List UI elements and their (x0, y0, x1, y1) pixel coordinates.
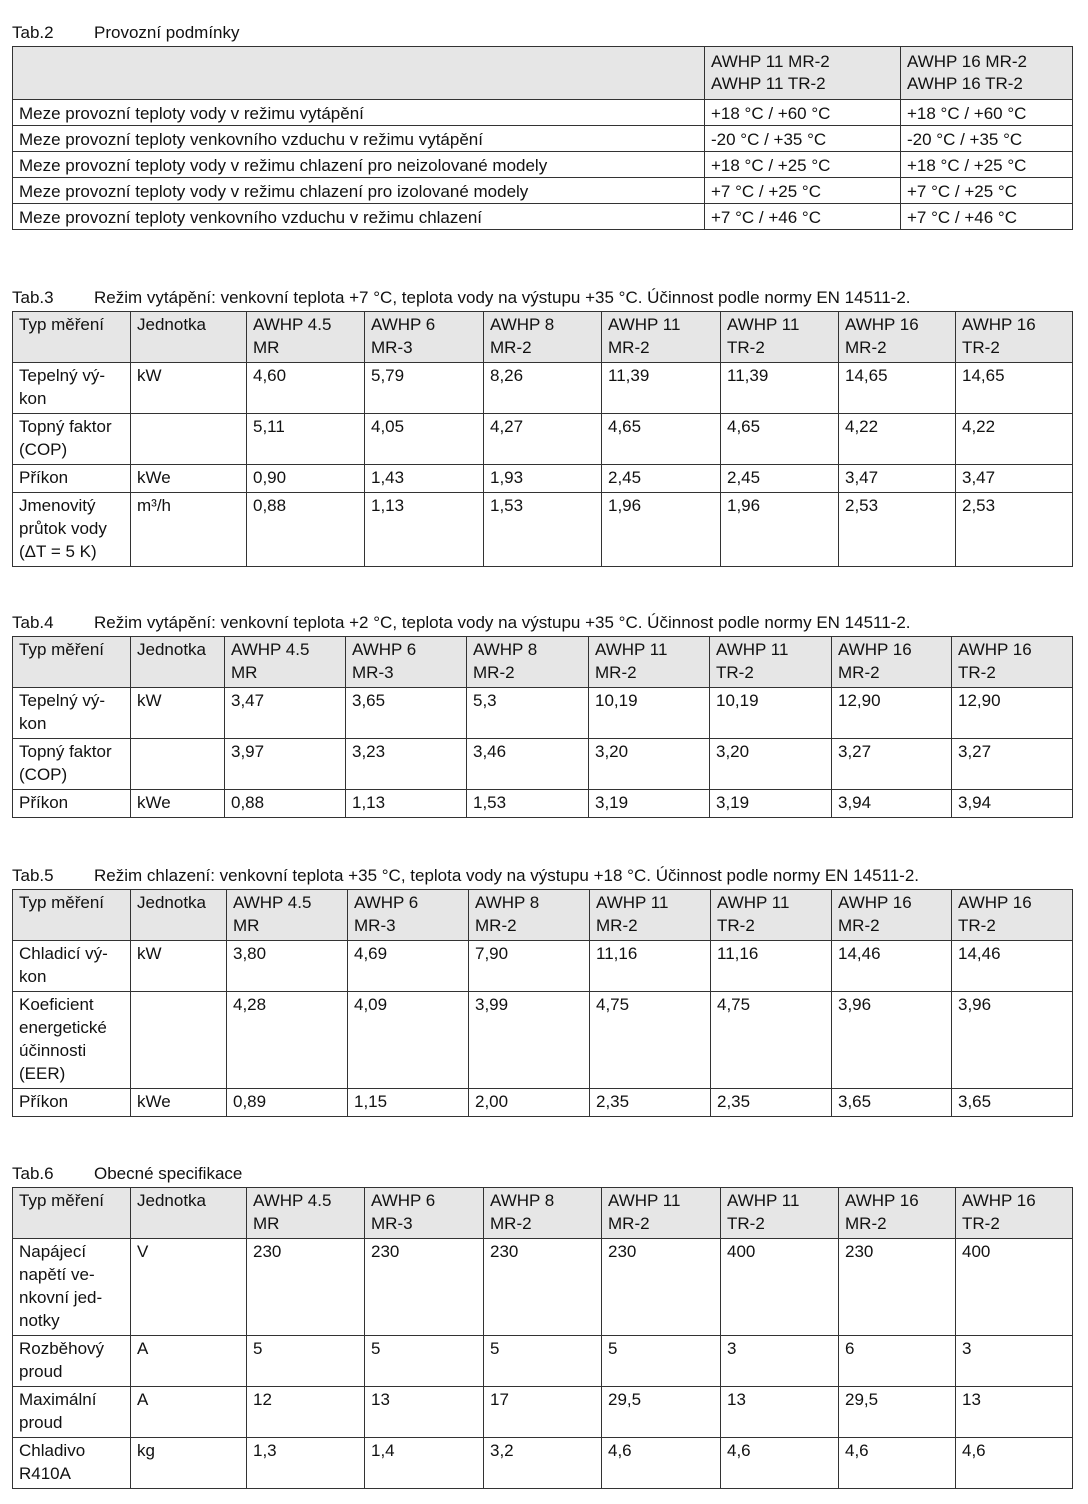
table-cell: 4,65 (602, 414, 721, 465)
column-header: AWHP 16 MR-2 (832, 637, 952, 688)
table-cell: 5 (602, 1336, 721, 1387)
table-cell: +18 °C / +60 °C (901, 100, 1073, 126)
table-cell: 3,47 (956, 465, 1073, 493)
table-cell: 14,65 (956, 363, 1073, 414)
table-row (13, 739, 1073, 790)
row-label-cell: Meze provozní teploty vody v režimu chlazení pro neizolované modely (13, 152, 705, 178)
column-header: AWHP 11 MR-2 (602, 1188, 721, 1239)
table-cell: 4,22 (956, 414, 1073, 465)
column-header: AWHP 16 TR-2 (956, 1188, 1073, 1239)
table-cell: 7,90 (469, 941, 590, 992)
table-cell: 0,89 (227, 1089, 348, 1117)
table-cell: 12 (247, 1387, 365, 1438)
table-cell: -20 °C / +35 °C (705, 126, 901, 152)
table-cell: 1,4 (365, 1438, 484, 1489)
table-cell: kWe (131, 465, 247, 493)
column-header: AWHP 8 MR-2 (484, 312, 602, 363)
data-table (12, 636, 1073, 818)
table-cell: 3,27 (952, 739, 1073, 790)
table-cell (131, 414, 247, 465)
data-table (12, 46, 1073, 230)
table-cell: A (131, 1387, 247, 1438)
table-row (13, 1438, 1073, 1489)
table-cell: 3,19 (710, 790, 832, 818)
table-cell: 3,96 (952, 992, 1073, 1089)
table-cell: -20 °C / +35 °C (901, 126, 1073, 152)
table-cell: 4,27 (484, 414, 602, 465)
column-header: Typ měření (13, 890, 131, 941)
row-label-cell: Rozběhový proud (13, 1336, 131, 1387)
column-header: Jednotka (131, 1188, 247, 1239)
table-cell: 4,65 (721, 414, 839, 465)
table-cell: 3,94 (832, 790, 952, 818)
table-cell: 2,45 (602, 465, 721, 493)
table-cell: 3 (956, 1336, 1073, 1387)
table-cell: 2,53 (956, 493, 1073, 567)
table-section-tab4 (12, 612, 1072, 818)
table-cell: 4,6 (721, 1438, 839, 1489)
table-cell: kW (131, 363, 247, 414)
table-caption (12, 865, 1072, 889)
table-cell: 5,79 (365, 363, 484, 414)
column-header: AWHP 16 MR-2 (832, 890, 952, 941)
table-cell: 400 (956, 1239, 1073, 1336)
table-row (13, 414, 1073, 465)
table-cell: +18 °C / +25 °C (901, 152, 1073, 178)
table-cell: 4,22 (839, 414, 956, 465)
column-header: AWHP 4.5 MR (225, 637, 346, 688)
table-cell: 230 (365, 1239, 484, 1336)
row-label-cell: Maximální proud (13, 1387, 131, 1438)
row-label-cell: Chladivo R410A (13, 1438, 131, 1489)
table-cell: 3,20 (589, 739, 710, 790)
table-header-row (13, 1188, 1073, 1239)
column-header: AWHP 16 TR-2 (952, 890, 1073, 941)
table-row (13, 465, 1073, 493)
table-cell: 3,47 (225, 688, 346, 739)
column-header: Typ měření (13, 312, 131, 363)
column-header: AWHP 11 TR-2 (711, 890, 832, 941)
table-cell: 4,6 (956, 1438, 1073, 1489)
table-header-row (13, 890, 1073, 941)
table-cell: 3,20 (710, 739, 832, 790)
table-cell: 3,99 (469, 992, 590, 1089)
table-cell: 230 (839, 1239, 956, 1336)
table-cell: +7 °C / +46 °C (901, 204, 1073, 230)
table-row (13, 1387, 1073, 1438)
table-cell: 3,2 (484, 1438, 602, 1489)
table-cell: 12,90 (952, 688, 1073, 739)
table-cell: 4,60 (247, 363, 365, 414)
row-label-cell: Chladicí vý- kon (13, 941, 131, 992)
column-header: Typ měření (13, 1188, 131, 1239)
table-cell: 400 (721, 1239, 839, 1336)
table-cell: 1,13 (346, 790, 467, 818)
column-header: AWHP 16 MR-2 (839, 1188, 956, 1239)
table-cell: 1,13 (365, 493, 484, 567)
table-cell: 5 (247, 1336, 365, 1387)
table-cell: 0,90 (247, 465, 365, 493)
column-header: Jednotka (131, 890, 227, 941)
row-label-cell: Meze provozní teploty vody v režimu chlazení pro izolované modely (13, 178, 705, 204)
table-cell: 1,53 (467, 790, 589, 818)
table-header-row (13, 47, 1073, 100)
column-header: AWHP 11 TR-2 (710, 637, 832, 688)
table-number: Tab.6 (12, 1164, 54, 1183)
column-header (13, 47, 705, 100)
table-cell: 2,00 (469, 1089, 590, 1117)
table-caption (12, 287, 1072, 311)
table-cell (131, 992, 227, 1089)
table-cell: kWe (131, 1089, 227, 1117)
row-label-cell: Příkon (13, 790, 131, 818)
column-header: Typ měření (13, 637, 131, 688)
table-title: Provozní podmínky (94, 23, 240, 42)
table-cell: 2,53 (839, 493, 956, 567)
data-table (12, 1187, 1073, 1489)
column-header: AWHP 16 MR-2 (839, 312, 956, 363)
table-cell: 13 (956, 1387, 1073, 1438)
column-header: AWHP 16 TR-2 (956, 312, 1073, 363)
table-cell: 1,96 (602, 493, 721, 567)
table-caption (12, 1163, 1072, 1187)
table-cell: 10,19 (710, 688, 832, 739)
table-cell: +7 °C / +25 °C (705, 178, 901, 204)
table-cell: 3,97 (225, 739, 346, 790)
table-cell: 230 (602, 1239, 721, 1336)
table-cell: 5,3 (467, 688, 589, 739)
row-label-cell: Jmenovitý průtok vody (ΔT = 5 K) (13, 493, 131, 567)
table-cell: kW (131, 688, 225, 739)
table-cell: 3,96 (832, 992, 952, 1089)
column-header: AWHP 11 MR-2 (589, 637, 710, 688)
table-cell: 2,45 (721, 465, 839, 493)
table-section-tab2 (12, 22, 1072, 230)
table-cell: m³/h (131, 493, 247, 567)
table-cell: 14,46 (832, 941, 952, 992)
row-label-cell: Tepelný vý- kon (13, 688, 131, 739)
row-label-cell: Tepelný vý- kon (13, 363, 131, 414)
table-number: Tab.4 (12, 613, 54, 632)
table-section-tab6 (12, 1163, 1072, 1489)
column-header: AWHP 11 MR-2 (590, 890, 711, 941)
table-row (13, 178, 1073, 204)
table-cell: 3 (721, 1336, 839, 1387)
column-header: AWHP 6 MR-3 (348, 890, 469, 941)
table-row (13, 204, 1073, 230)
column-header: AWHP 11 MR-2 AWHP 11 TR-2 (705, 47, 901, 100)
column-header: AWHP 11 TR-2 (721, 1188, 839, 1239)
row-label-cell: Meze provozní teploty venkovního vzduchu v režimu chlazení (13, 204, 705, 230)
table-cell: 4,6 (839, 1438, 956, 1489)
table-cell: 5 (484, 1336, 602, 1387)
table-cell: 4,28 (227, 992, 348, 1089)
table-row (13, 1239, 1073, 1336)
table-cell: 1,15 (348, 1089, 469, 1117)
table-row (13, 126, 1073, 152)
table-cell: kWe (131, 790, 225, 818)
column-header: AWHP 6 MR-3 (346, 637, 467, 688)
table-caption (12, 612, 1072, 636)
table-cell: 6 (839, 1336, 956, 1387)
table-cell: 2,35 (711, 1089, 832, 1117)
row-label-cell: Příkon (13, 465, 131, 493)
table-cell: 3,65 (832, 1089, 952, 1117)
table-row (13, 1089, 1073, 1117)
table-cell: +18 °C / +25 °C (705, 152, 901, 178)
table-cell: 11,39 (602, 363, 721, 414)
table-cell: 1,93 (484, 465, 602, 493)
table-title: Obecné specifikace (94, 1164, 243, 1183)
column-header: AWHP 11 MR-2 (602, 312, 721, 363)
column-header: AWHP 8 MR-2 (469, 890, 590, 941)
column-header: AWHP 8 MR-2 (484, 1188, 602, 1239)
table-cell: 4,09 (348, 992, 469, 1089)
table-row (13, 941, 1073, 992)
row-label-cell: Meze provozní teploty venkovního vzduchu v režimu vytápění (13, 126, 705, 152)
table-cell: 3,46 (467, 739, 589, 790)
table-row (13, 152, 1073, 178)
table-cell: 3,27 (832, 739, 952, 790)
column-header: AWHP 11 TR-2 (721, 312, 839, 363)
table-cell: 3,65 (952, 1089, 1073, 1117)
column-header: AWHP 16 TR-2 (952, 637, 1073, 688)
table-cell: +18 °C / +60 °C (705, 100, 901, 126)
table-cell: 5 (365, 1336, 484, 1387)
column-header: AWHP 6 MR-3 (365, 312, 484, 363)
table-row (13, 688, 1073, 739)
table-cell: 10,19 (589, 688, 710, 739)
column-header: AWHP 8 MR-2 (467, 637, 589, 688)
row-label-cell: Napájecí napětí ve- nkovní jed- notky (13, 1239, 131, 1336)
row-label-cell: Koeficient energetické účinnosti (EER) (13, 992, 131, 1089)
table-cell: 3,65 (346, 688, 467, 739)
column-header: AWHP 16 MR-2 AWHP 16 TR-2 (901, 47, 1073, 100)
table-number: Tab.2 (12, 23, 54, 42)
table-cell: 8,26 (484, 363, 602, 414)
table-row (13, 493, 1073, 567)
table-number: Tab.3 (12, 288, 54, 307)
table-cell: 230 (247, 1239, 365, 1336)
table-cell: 3,23 (346, 739, 467, 790)
data-table (12, 889, 1073, 1117)
table-cell: 11,16 (590, 941, 711, 992)
column-header: AWHP 4.5 MR (227, 890, 348, 941)
table-cell: V (131, 1239, 247, 1336)
table-row (13, 363, 1073, 414)
row-label-cell: Příkon (13, 1089, 131, 1117)
table-cell: kg (131, 1438, 247, 1489)
table-title: Režim vytápění: venkovní teplota +7 °C, teplota vody na výstupu +35 °C. Účinnost podle normy EN 14511-2. (94, 288, 911, 307)
table-caption (12, 22, 1072, 46)
table-cell: 4,75 (711, 992, 832, 1089)
table-cell: 4,6 (602, 1438, 721, 1489)
table-cell: 17 (484, 1387, 602, 1438)
table-cell: +7 °C / +25 °C (901, 178, 1073, 204)
table-cell: A (131, 1336, 247, 1387)
table-section-tab5 (12, 865, 1072, 1117)
table-cell: 5,11 (247, 414, 365, 465)
column-header: AWHP 4.5 MR (247, 312, 365, 363)
table-cell: 11,16 (711, 941, 832, 992)
row-label-cell: Topný faktor (COP) (13, 414, 131, 465)
table-cell: 11,39 (721, 363, 839, 414)
column-header: Jednotka (131, 637, 225, 688)
table-row (13, 1336, 1073, 1387)
table-cell: 13 (721, 1387, 839, 1438)
table-cell: kW (131, 941, 227, 992)
table-cell: 1,3 (247, 1438, 365, 1489)
table-cell: 12,90 (832, 688, 952, 739)
table-cell: 0,88 (225, 790, 346, 818)
table-cell: 3,94 (952, 790, 1073, 818)
table-cell: 1,53 (484, 493, 602, 567)
table-title: Režim chlazení: venkovní teplota +35 °C, teplota vody na výstupu +18 °C. Účinnost podle normy EN 14511-2. (94, 866, 920, 885)
row-label-cell: Meze provozní teploty vody v režimu vytápění (13, 100, 705, 126)
table-cell (131, 739, 225, 790)
table-cell: 1,96 (721, 493, 839, 567)
column-header: AWHP 4.5 MR (247, 1188, 365, 1239)
table-cell: 1,43 (365, 465, 484, 493)
table-cell: 14,46 (952, 941, 1073, 992)
table-cell: 0,88 (247, 493, 365, 567)
table-cell: 230 (484, 1239, 602, 1336)
column-header: AWHP 6 MR-3 (365, 1188, 484, 1239)
data-table (12, 311, 1073, 567)
table-title: Režim vytápění: venkovní teplota +2 °C, teplota vody na výstupu +35 °C. Účinnost podle normy EN 14511-2. (94, 613, 911, 632)
table-row (13, 992, 1073, 1089)
table-cell: 2,35 (590, 1089, 711, 1117)
table-cell: 4,75 (590, 992, 711, 1089)
table-header-row (13, 312, 1073, 363)
table-cell: 4,69 (348, 941, 469, 992)
table-cell: 3,47 (839, 465, 956, 493)
table-cell: +7 °C / +46 °C (705, 204, 901, 230)
table-row (13, 100, 1073, 126)
table-cell: 29,5 (602, 1387, 721, 1438)
table-cell: 14,65 (839, 363, 956, 414)
table-number: Tab.5 (12, 866, 54, 885)
table-section-tab3 (12, 287, 1072, 567)
table-cell: 13 (365, 1387, 484, 1438)
row-label-cell: Topný faktor (COP) (13, 739, 131, 790)
table-cell: 4,05 (365, 414, 484, 465)
table-row (13, 790, 1073, 818)
table-cell: 3,19 (589, 790, 710, 818)
table-header-row (13, 637, 1073, 688)
column-header: Jednotka (131, 312, 247, 363)
table-cell: 29,5 (839, 1387, 956, 1438)
table-cell: 3,80 (227, 941, 348, 992)
